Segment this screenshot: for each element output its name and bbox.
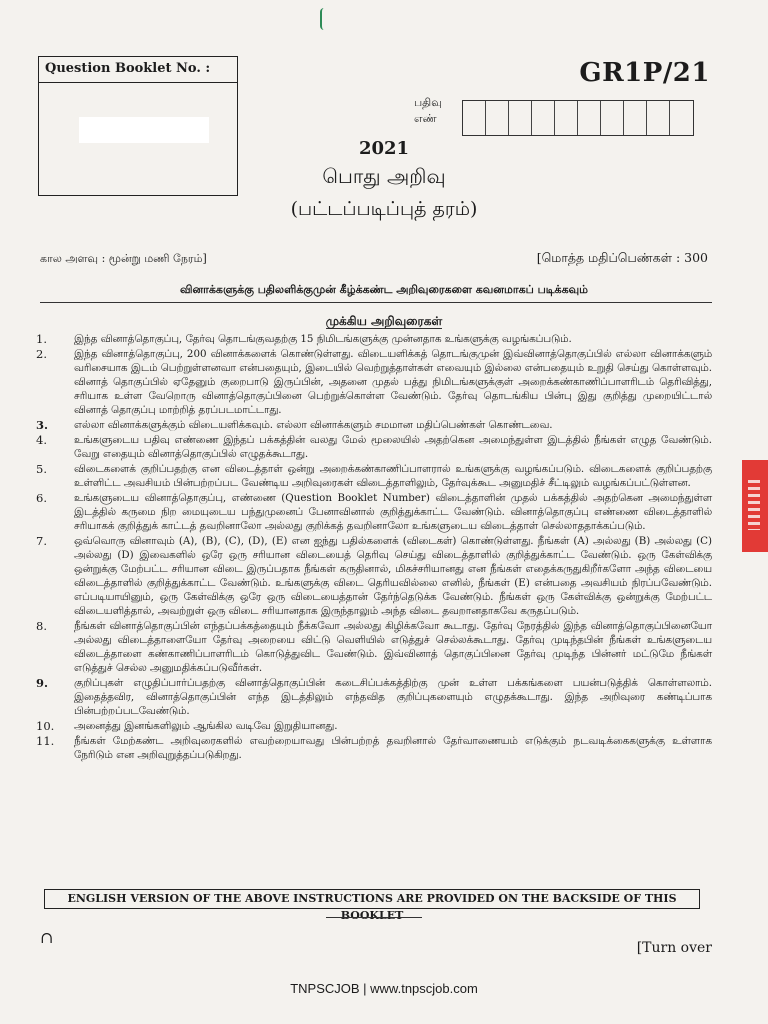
instruction-number: 3. — [36, 418, 49, 432]
instruction-text: குறிப்புகள் எழுதிப்பார்ப்பதற்கு வினாத்தொகுப்பின் கடைசிப்பக்கத்திற்கு முன் உள்ள பக்கங்களை பயன்படுத்திக் கொள்ளலாம். இதைத்தவிர, வினாத்தொகுப்பின் எந்த இடத்திலும் எந்தவித குறிப்புகளையும் எழுதக்கூடாது. இந்த அறிவுரை கண்டிப்பாக பின்பற்றப்படவேண்டும். — [74, 677, 712, 717]
level-title: (பட்டப்படிப்புத் தரம்) — [290, 198, 478, 220]
instruction-number: 1. — [36, 332, 47, 346]
instruction-text: உங்களுடைய பதிவு எண்ணை இந்தப் பக்கத்தின் வலது மேல் மூலையில் அதற்கென அமைந்துள்ள இடத்தில் நீங்கள் எழுத வேண்டும். வேறு எதையும் வினாத்தொகுப்பில் எழுதக்கூடாது. — [74, 434, 712, 460]
divider — [326, 917, 422, 918]
instruction-number: 11. — [36, 734, 55, 748]
register-digit-cell[interactable] — [463, 101, 486, 135]
instruction-item — [36, 418, 712, 432]
instruction-item — [36, 462, 712, 490]
instruction-number: 10. — [36, 719, 55, 733]
register-label-line2: எண் — [414, 112, 437, 125]
instruction-item — [36, 676, 712, 718]
footer-watermark: TNPSCJOB | www.tnpscjob.com — [290, 981, 478, 996]
instruction-text: ஒவ்வொரு வினாவும் (A), (B), (C), (D), (E) என ஐந்து பதில்களைக் (விடைகள்) கொண்டுள்ளது. நீங்கள் (A) அல்லது (B) அல்லது (C) அல்லது (D) இவைகளில் ஒரே ஒரு சரியான விடையைத் தெரிவு செய்து விடைத்தாளில் குறித்துக்காட்ட வேண்டும். ஒரு கேள்விக்கு ஒன்றுக்கு மேற்பட்ட சரியான விடை இருப்பதாக நீங்கள் கருதினால், மிகச்சரியானது என நீங்கள் எதைக்கருதுகிறீர்களோ அந்த விடையை விடைத்தாளில் குறித்துக்காட்ட வேண்டும். உங்களுக்கு விடை தெரியவில்லை எனில், நீங்கள் (E) என்பதை அவசியம் நிரப்பவேண்டும். எப்படியாயினும், ஒரு கேள்விக்கு ஒரே ஒரு விடையைத்தான் தேர்ந்தெடுக்க வேண்டும். நீங்கள் ஒரு கேள்விக்கு ஒன்றுக்கு மேற்பட்ட விடையளித்தால், அவற்றுள் ஒரு விடை சரியானதாக இருந்தாலும் அந்த விடை தவறானதாகவே கருதப்படும். — [74, 535, 712, 617]
instruction-number: 2. — [36, 347, 47, 361]
read-instructions-line: வினாக்களுக்கு பதிலளிக்குமுன் கீழ்க்கண்ட அறிவுரைகளை கவனமாகப் படிக்கவும் — [179, 283, 589, 296]
important-heading-text: முக்கிய அறிவுரைகள் — [325, 314, 443, 328]
register-number-grid[interactable] — [462, 100, 694, 136]
instruction-item — [36, 347, 712, 417]
register-digit-cell[interactable] — [601, 101, 624, 135]
instruction-text: உங்களுடைய வினாத்தொகுப்பு, எண்ணை (Question Booklet Number) விடைத்தாளின் முதல் பக்கத்தில் அதற்கென அமைந்துள்ள இடத்தில் கருமை நிற மையுடைய பந்துமுனைப் பேனாவினால் குறித்துக்காட்ட வேண்டும். வினாத்தொகுப்பு எண்ணை விடைத்தாளில் சரியாகக் குறித்துக் காட்டத் தவறினாலோ அல்லது குறிக்கத் தவறினாலோ உங்களுடைய விடைத்தாள் செல்லாததாக்கப்படும். — [74, 492, 712, 532]
instruction-item — [36, 433, 712, 461]
instruction-text: விடைகளைக் குறிப்பதற்கு என விடைத்தாள் ஒன்று அறைக்கண்காணிப்பாளரால் உங்களுக்கு வழங்கப்படும். விடைகளைக் குறிப்பதற்கு உள்ளிட்ட அவசியம் பின்பற்றப்பட வேண்டிய அறிவுரைகள் விடைத்தாளிலும், தேர்வுக்கூட அனுமதிச் சீட்டிலும் வழங்கப்பட்டுள்ளன. — [74, 463, 712, 489]
instruction-number: 8. — [36, 619, 47, 633]
instruction-text: இந்த வினாத்தொகுப்பு, தேர்வு தொடங்குவதற்கு 15 நிமிடங்களுக்கு முன்னதாக உங்களுக்கு வழங்கப்படும். — [74, 333, 572, 345]
instruction-text: இந்த வினாத்தொகுப்பு, 200 வினாக்களைக் கொண்டுள்ளது. விடையளிக்கத் தொடங்குமுன் இவ்வினாத்தொகுப்பில் எல்லா வினாக்களும் வரிசையாக இடம் பெற்றுள்ளனவா என்பதையும், இடையில் வெற்றுத்தாள்கள் எவையும் இல்லை என்பதையும் உறுதி செய்து கொள்ளவும். வினாத் தொகுப்பில் ஏதேனும் குறைபாடு இருப்பின், அதனை முதல் பத்து நிமிடங்களுக்குள் அறைக்கண்காணிப்பாளரிடம் தெரிவித்து, சரியாக உள்ள வேறொரு வினாத்தொகுப்பினை பெற்றுக்கொள்ள வேண்டும். தேர்வு தொடங்கிய பின்பு இது குறித்து முறையிட்டால் வினாத் தொகுப்பு மாற்றித் தரப்படமாட்டாது. — [74, 348, 712, 416]
instruction-text: அனைத்து இனங்களிலும் ஆங்கில வடிவே இறுதியானது. — [74, 720, 338, 732]
duration-text: கால அளவு : மூன்று மணி நேரம்] — [40, 252, 207, 265]
register-digit-cell[interactable] — [624, 101, 647, 135]
instruction-text: நீங்கள் வினாத்தொகுப்பின் எந்தப்பக்கத்தையும் நீக்கவோ அல்லது கிழிக்கவோ கூடாது. தேர்வு நேரத்தில் இந்த வினாத்தொகுப்பினையோ அல்லது விடைத்தாளையோ தேர்வு அறையை விட்டு வெளியில் எடுத்துச் செல்லக்கூடாது. தேர்வு முடிந்தபின் நீங்கள் உங்களுடைய விடைத்தாளை கண்காணிப்பாளரிடம் கொடுத்துவிட வேண்டும். இவ்வினாத் தொகுப்பினை தேர்வு முடிந்த பின்னர் மட்டுமே நீங்கள் எடுத்துச் செல்ல அனுமதிக்கப்படுவீர்கள். — [74, 620, 712, 674]
instruction-number: 5. — [36, 462, 47, 476]
max-marks-text: [மொத்த மதிப்பெண்கள் : 300 — [536, 250, 708, 265]
pencil-mark — [320, 8, 328, 30]
register-digit-cell[interactable] — [532, 101, 555, 135]
instruction-text: நீங்கள் மேற்கண்ட அறிவுரைகளில் எவற்றையாவது பின்பற்றத் தவறினால் தேர்வாணையம் எடுக்கும் நடவடிக்கைகளுக்கு உள்ளாக நேரிடும் என அறிவுறுத்தப்படுகிறது. — [74, 735, 712, 761]
corner-mark: ∩ — [40, 928, 54, 947]
register-digit-cell[interactable] — [670, 101, 693, 135]
subject-title: பொது அறிவு — [322, 164, 446, 188]
important-instructions-heading — [0, 314, 768, 330]
instruction-number: 6. — [36, 491, 47, 505]
booklet-code: GR1P/21 — [579, 58, 710, 88]
instruction-item — [36, 534, 712, 618]
turn-over-label: [Turn over — [636, 940, 712, 956]
exam-year: 2021 — [358, 138, 410, 159]
instruction-item — [36, 734, 712, 762]
register-digit-cell[interactable] — [578, 101, 601, 135]
instruction-item — [36, 491, 712, 533]
register-number-label — [414, 95, 442, 127]
instruction-item — [36, 719, 712, 733]
divider — [40, 302, 712, 303]
instruction-item — [36, 619, 712, 675]
register-digit-cell[interactable] — [647, 101, 670, 135]
register-digit-cell[interactable] — [486, 101, 509, 135]
english-version-notice: ENGLISH VERSION OF THE ABOVE INSTRUCTIONS ARE PROVIDED ON THE BACKSIDE OF THIS BOOKLET — [44, 889, 700, 909]
instruction-item — [36, 332, 712, 346]
instruction-number: 9. — [36, 676, 49, 690]
instruction-text: எல்லா வினாக்களுக்கும் விடையளிக்கவும். எல்லா வினாக்களும் சமமான மதிப்பெண்கள் கொண்டவை. — [74, 419, 553, 431]
instructions-list — [36, 332, 712, 763]
instruction-number: 7. — [36, 534, 47, 548]
register-label-line1: பதிவு — [414, 96, 442, 109]
question-booklet-label: Question Booklet No. : — [39, 57, 237, 83]
red-side-tab — [742, 460, 768, 552]
register-digit-cell[interactable] — [555, 101, 578, 135]
instruction-number: 4. — [36, 433, 47, 447]
register-digit-cell[interactable] — [509, 101, 532, 135]
